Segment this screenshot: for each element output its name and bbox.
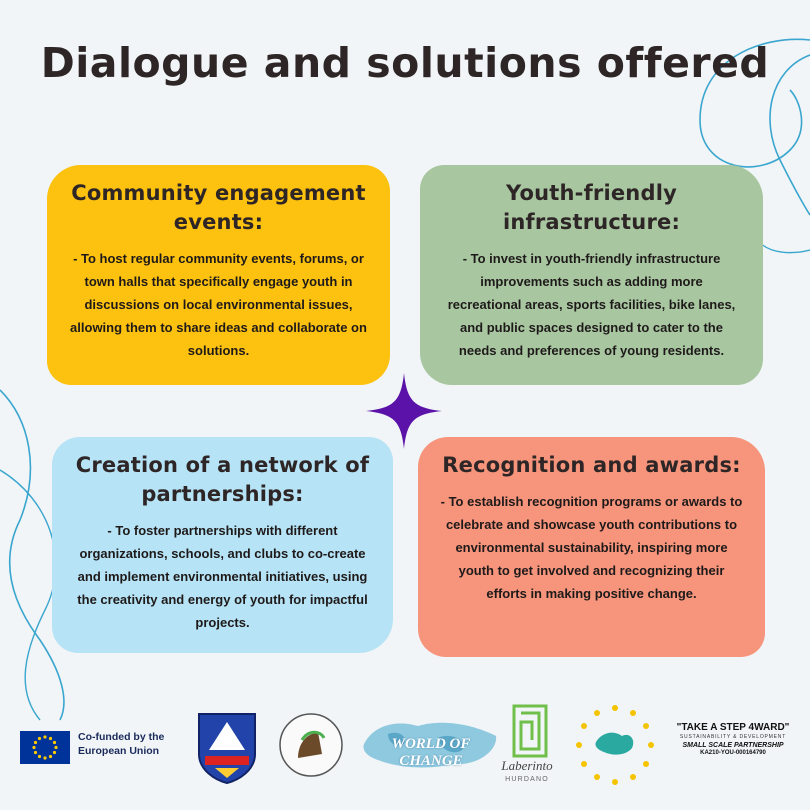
take-a-step-4ward-project-label: "TAKE A STEP 4WARD" SUSTAINABILITY & DEVELOPMENT SMALL SCALE PARTNERSHIP KA210-YOU-000164790 [676,722,790,756]
footer-logos [0,696,810,796]
card-body: - To foster partnerships with different organizations, schools, and clubs to co-create and implement environmental initiatives, using the creativity and energy of youth for impactful projects. [77,523,368,630]
valandovo-crest-logo [195,710,259,784]
hurdano-label: HURDANO [505,776,549,783]
card-body: - To establish recognition programs or awards to celebrate and showcase youth contributions to environmental sustainability, inspiring more youth to get involved and recognizing their efforts in making positive change. [440,494,743,601]
card-recognition-awards [418,437,765,657]
card-heading: Community engagement events: [71,181,366,234]
card-partnership-network [52,437,393,653]
card-heading: Youth-friendly infrastructure: [502,181,681,234]
sparkle-star-icon [364,371,444,451]
card-body: - To invest in youth-friendly infrastructure improvements such as adding more recreational areas, sports facilities, bike lanes, and public spaces designed to cater to the needs and preferences of young residents. [447,251,736,358]
card-community-engagement [47,165,390,385]
international-group-stars-logo [572,702,658,788]
world-of-change-label: WORLD OF CHANGE [391,736,471,769]
youth-organisation-circle-logo [278,710,344,780]
laberinto-label: Laberinto [501,758,553,773]
card-youth-infrastructure [420,165,763,385]
card-body: - To host regular community events, forums, or town halls that specifically engage youth in discussions on local environmental issues, allowing them to share ideas and collaborate on solutions. [70,251,367,358]
eu-cofunded-label: Co-funded by the European Union [78,731,165,757]
page-title: Dialogue and solutions offered [40,39,770,87]
laberinto-maze-logo [512,704,548,758]
eu-flag-icon [20,731,70,764]
card-heading: Creation of a network of partnerships: [75,453,370,506]
card-heading: Recognition and awards: [442,453,741,477]
